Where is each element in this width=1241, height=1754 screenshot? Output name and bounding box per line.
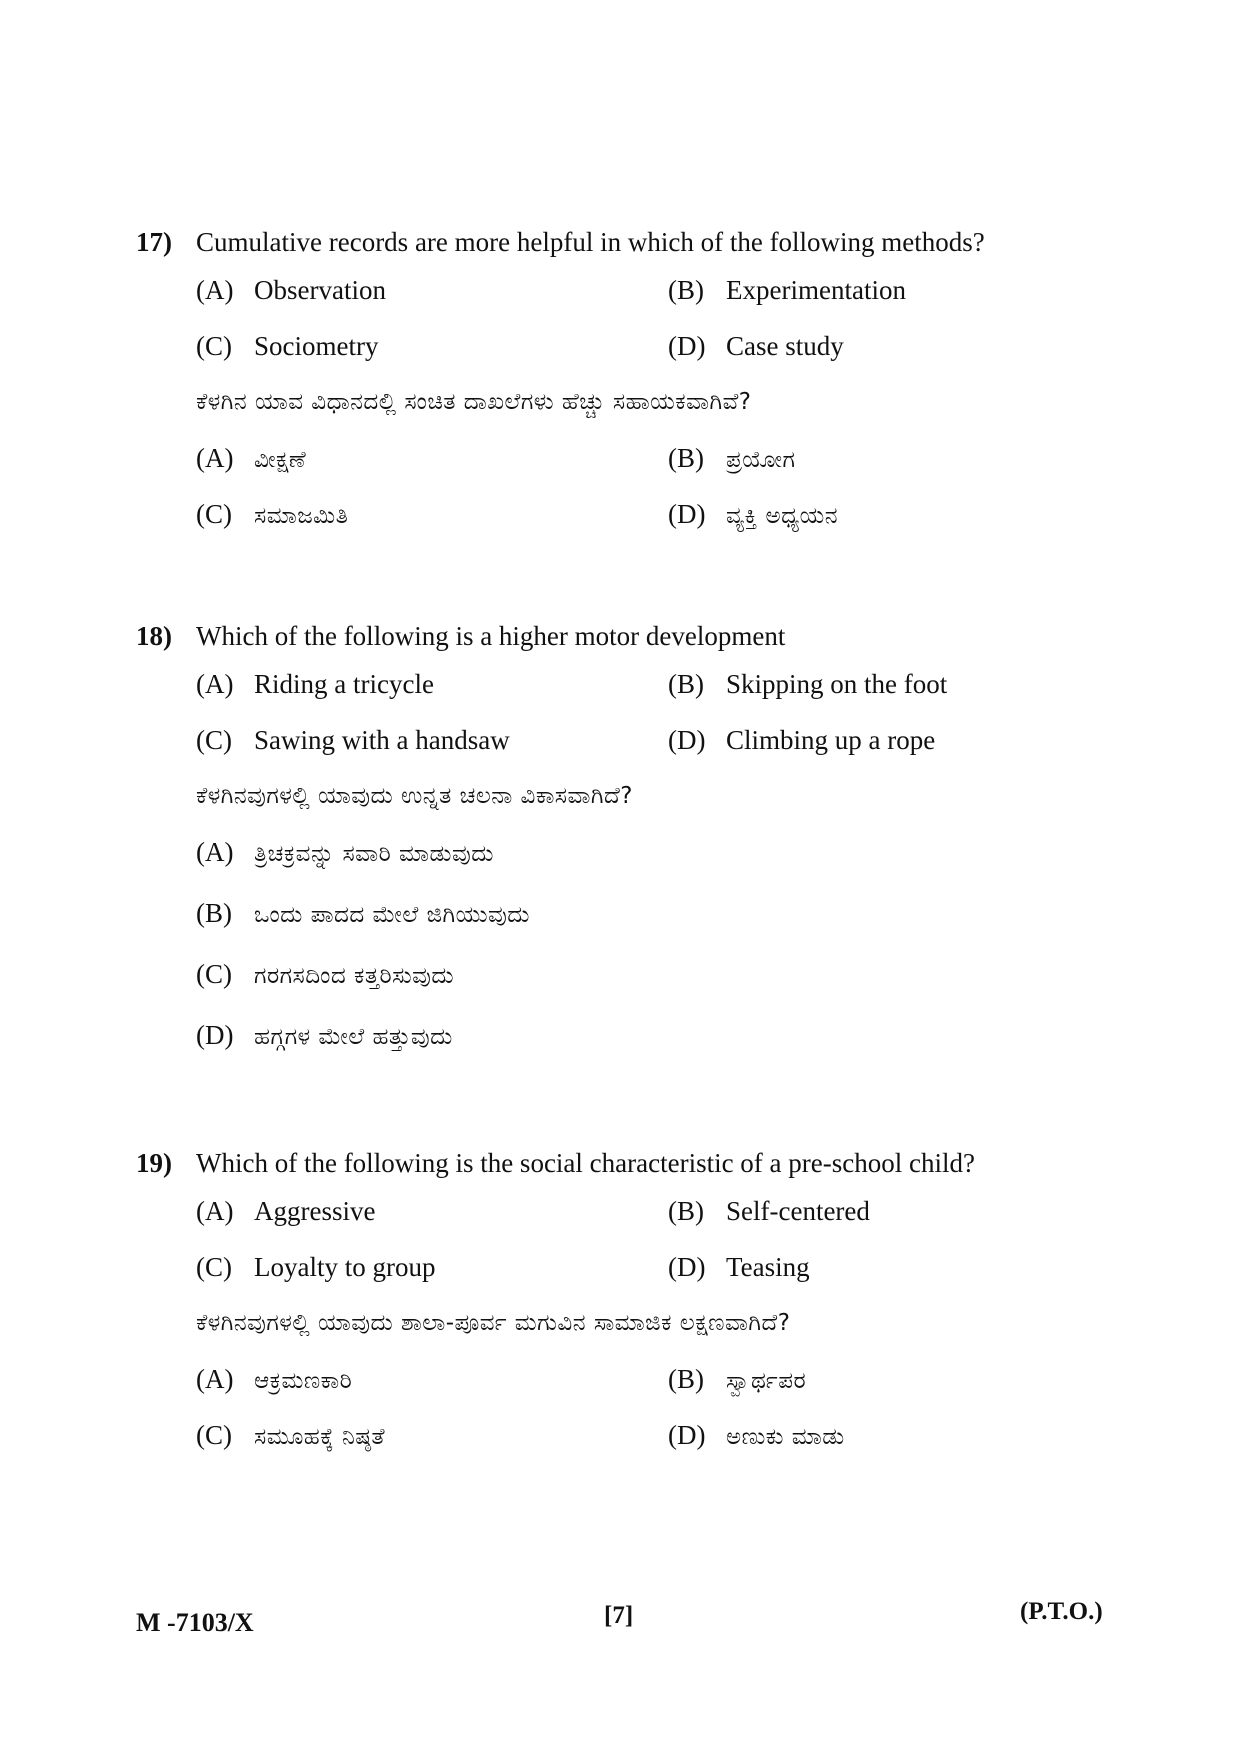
paper-code: M -7103/X: [136, 1608, 254, 1637]
page-number: [7]: [604, 1602, 634, 1629]
option-d: (D) Climbing up a rope: [668, 725, 936, 755]
option-row: [136, 262, 1136, 318]
kannada-option-a: (A) ಆಕ್ರಮಣಕಾರಿ: [196, 1364, 353, 1394]
option-d: (D) Case study: [668, 331, 844, 361]
question-text: Cumulative records are more helpful in which of the following methods?: [196, 227, 985, 257]
kannada-option-c: (C) ಗರಗಸದಿಂದ ಕತ್ತರಿಸುವುದು: [196, 959, 455, 989]
kannada-option-row: [136, 430, 1136, 486]
option-c: (C) Loyalty to group: [196, 1252, 436, 1282]
option-row: [136, 318, 1136, 374]
kannada-option-row: [136, 824, 1136, 885]
option-a: (A) Aggressive: [196, 1196, 376, 1226]
option-row: [136, 1239, 1136, 1295]
kannada-option-c: (C) ಸಮೂಹಕ್ಕೆ ನಿಷ್ಠತೆ: [196, 1420, 386, 1450]
kannada-option-d: (D) ಅಣುಕು ಮಾಡು: [668, 1420, 845, 1450]
kannada-option-row: [136, 486, 1136, 542]
option-row: [136, 656, 1136, 712]
question-stem: [136, 616, 1136, 656]
pto-marker: (P.T.O.): [1020, 1598, 1103, 1625]
question-18: [136, 616, 1136, 1068]
kannada-option-row: [136, 1007, 1136, 1068]
kannada-option-b: (B) ಒಂದು ಪಾದದ ಮೇಲೆ ಜಿಗಿಯುವುದು: [196, 898, 530, 928]
kannada-option-row: [136, 1407, 1136, 1463]
kannada-option-d: (D) ವ್ಯಕ್ತಿ ಅಧ್ಯಯನ: [668, 499, 839, 529]
question-number: 18): [136, 621, 172, 651]
option-b: (B) Self-centered: [668, 1196, 870, 1226]
option-d: (D) Teasing: [668, 1252, 810, 1282]
option-b: (B) Skipping on the foot: [668, 669, 948, 699]
option-row: [136, 712, 1136, 768]
kannada-option-b: (B) ಪ್ರಯೋಗ: [668, 443, 796, 473]
question-stem: [136, 1143, 1136, 1183]
option-c: (C) Sociometry: [196, 331, 379, 361]
question-stem: [136, 222, 1136, 262]
option-c: (C) Sawing with a handsaw: [196, 725, 510, 755]
page-footer: [0, 1598, 1241, 1648]
question-text: Which of the following is a higher motor development: [196, 621, 786, 651]
kannada-question-text: ಕೆಳಗಿನವುಗಳಲ್ಲಿ ಯಾವುದು ಉನ್ನತ ಚಲನಾ ವಿಕಾಸವಾಗಿದೆ?: [196, 783, 633, 809]
option-row: [136, 1183, 1136, 1239]
option-b: (B) Experimentation: [668, 275, 906, 305]
question-17: [136, 222, 1136, 542]
kannada-option-row: [136, 1351, 1136, 1407]
option-a: (A) Observation: [196, 275, 386, 305]
kannada-option-a: (A) ತ್ರಿಚಕ್ರವನ್ನು ಸವಾರಿ ಮಾಡುವುದು: [196, 837, 494, 867]
question-text: Which of the following is the social characteristic of a pre-school child?: [196, 1148, 975, 1178]
kannada-option-b: (B) ಸ್ವಾರ್ಥಪರ: [668, 1364, 807, 1394]
kannada-option-row: [136, 885, 1136, 946]
kannada-option-row: [136, 946, 1136, 1007]
kannada-option-a: (A) ವೀಕ್ಷಣೆ: [196, 443, 307, 473]
kannada-option-c: (C) ಸಮಾಜಮಿತಿ: [196, 499, 349, 529]
kannada-option-d: (D) ಹಗ್ಗಗಳ ಮೇಲೆ ಹತ್ತುವುದು: [196, 1020, 453, 1050]
kannada-question-text: ಕೆಳಗಿನವುಗಳಲ್ಲಿ ಯಾವುದು ಶಾಲಾ-ಪೂರ್ವ ಮಗುವಿನ ಸಾಮಾಜಿಕ ಲಕ್ಷಣವಾಗಿದೆ?: [196, 1310, 791, 1336]
kannada-question-text: ಕೆಳಗಿನ ಯಾವ ವಿಧಾನದಲ್ಲಿ ಸಂಚಿತ ದಾಖಲೆಗಳು ಹೆಚ್ಚು ಸಹಾಯಕವಾಗಿವೆ?: [196, 389, 752, 415]
question-19: [136, 1143, 1136, 1463]
question-number: 19): [136, 1148, 172, 1178]
question-number: 17): [136, 227, 172, 257]
option-a: (A) Riding a tricycle: [196, 669, 434, 699]
